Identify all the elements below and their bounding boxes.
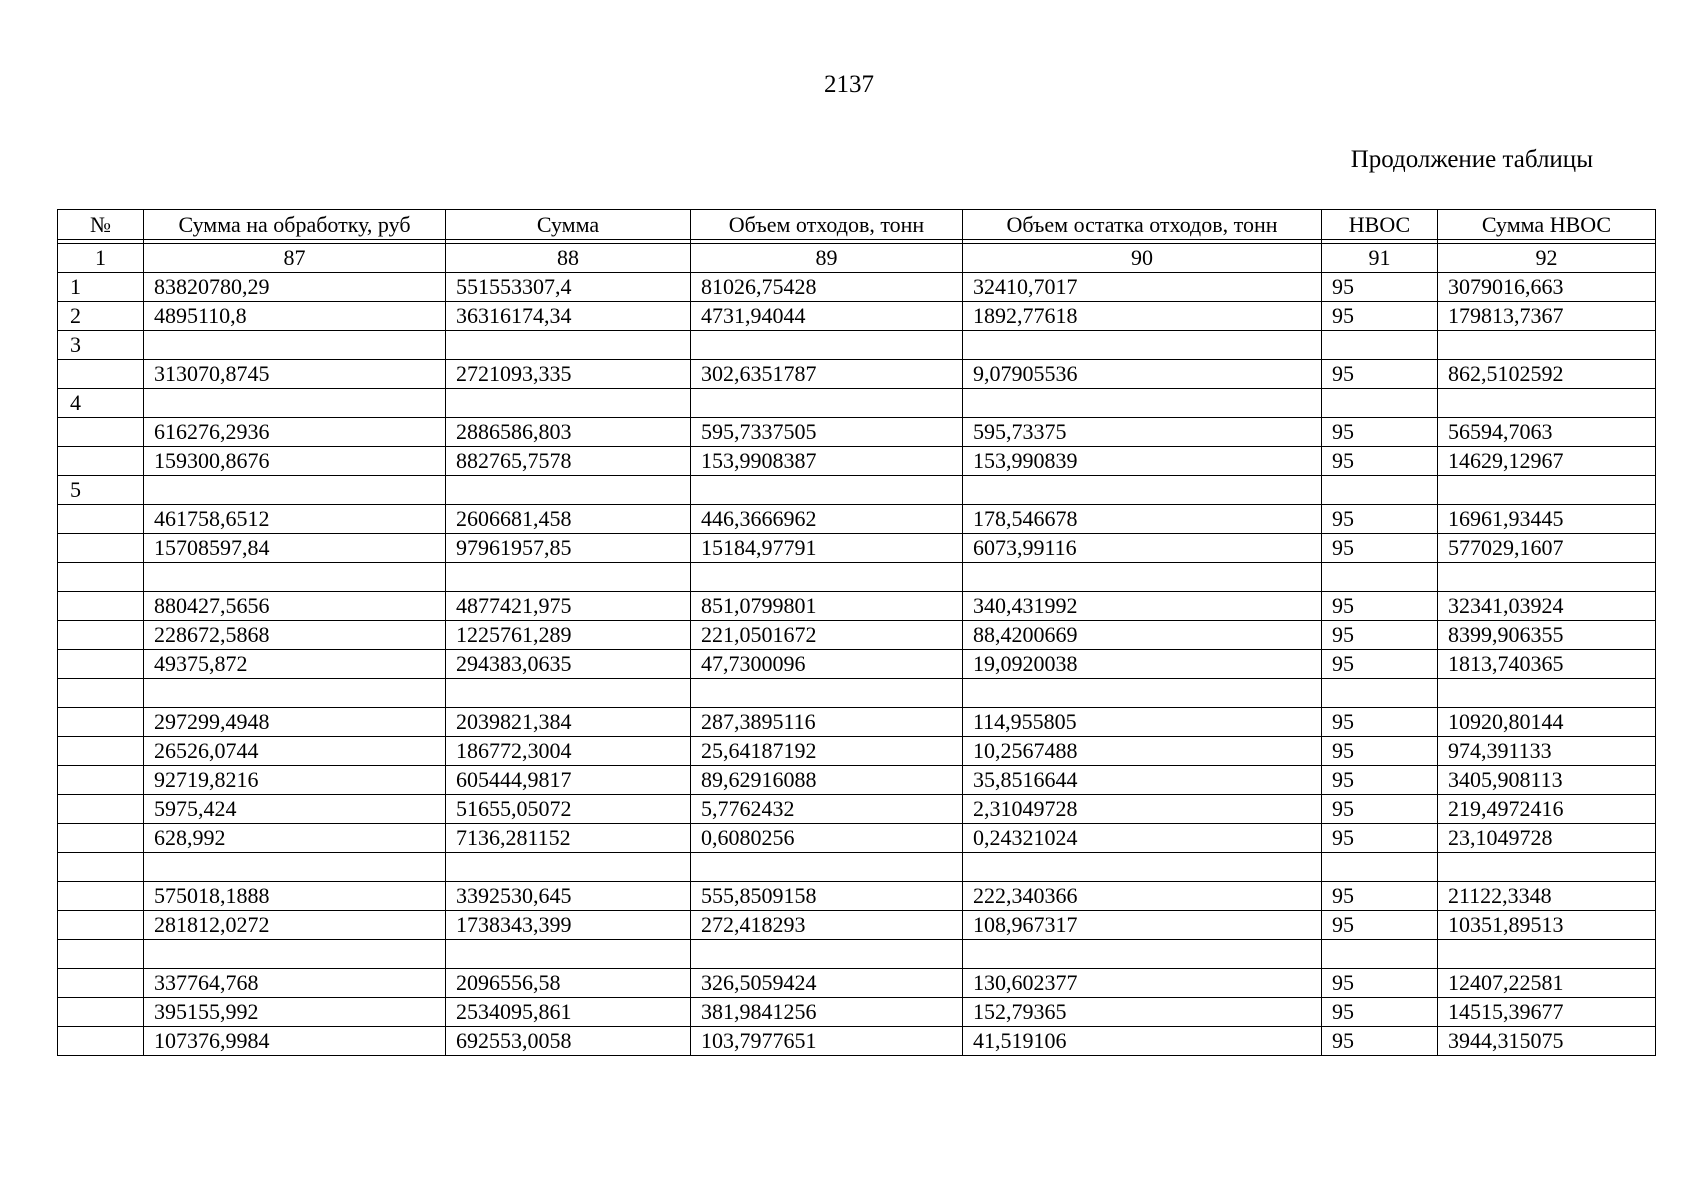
processing-sum-cell: 313070,8745 bbox=[144, 360, 446, 389]
table-row bbox=[58, 563, 1656, 592]
header-row bbox=[58, 210, 1656, 240]
header-processing-sum: Сумма на обработку, руб bbox=[144, 210, 446, 240]
row-number-cell bbox=[58, 592, 144, 621]
processing-sum-cell: 92719,8216 bbox=[144, 766, 446, 795]
table-row bbox=[58, 476, 1656, 505]
table-row bbox=[58, 940, 1656, 969]
page-number: 2137 bbox=[824, 71, 874, 98]
nvos-sum-cell: 862,5102592 bbox=[1438, 360, 1656, 389]
row-number-cell bbox=[58, 418, 144, 447]
column-number: 89 bbox=[691, 244, 963, 273]
processing-sum-cell: 575018,1888 bbox=[144, 882, 446, 911]
waste-volume-cell: 153,9908387 bbox=[691, 447, 963, 476]
nvos-sum-cell: 56594,7063 bbox=[1438, 418, 1656, 447]
table-row bbox=[58, 766, 1656, 795]
waste-volume-cell: 47,7300096 bbox=[691, 650, 963, 679]
row-number-cell bbox=[58, 360, 144, 389]
column-number: 91 bbox=[1322, 244, 1438, 273]
nvos-cell: 95 bbox=[1322, 766, 1438, 795]
row-number-cell bbox=[58, 998, 144, 1027]
waste-volume-cell: 302,6351787 bbox=[691, 360, 963, 389]
header-waste-volume: Объем отходов, тонн bbox=[691, 210, 963, 240]
nvos-cell: 95 bbox=[1322, 505, 1438, 534]
table-row bbox=[58, 882, 1656, 911]
waste-volume-cell: 89,62916088 bbox=[691, 766, 963, 795]
nvos-sum-cell: 16961,93445 bbox=[1438, 505, 1656, 534]
sum-cell: 51655,05072 bbox=[446, 795, 691, 824]
row-number-cell bbox=[58, 824, 144, 853]
waste-remainder-cell: 35,8516644 bbox=[963, 766, 1322, 795]
column-number: 1 bbox=[58, 244, 144, 273]
row-number-cell bbox=[58, 882, 144, 911]
nvos-sum-cell bbox=[1438, 331, 1656, 360]
waste-remainder-cell: 130,602377 bbox=[963, 969, 1322, 998]
sum-cell: 2886586,803 bbox=[446, 418, 691, 447]
row-number-cell bbox=[58, 1027, 144, 1056]
processing-sum-cell: 5975,424 bbox=[144, 795, 446, 824]
data-table-container bbox=[57, 209, 1655, 1056]
nvos-cell: 95 bbox=[1322, 592, 1438, 621]
sum-cell bbox=[446, 679, 691, 708]
nvos-cell bbox=[1322, 331, 1438, 360]
column-number: 88 bbox=[446, 244, 691, 273]
nvos-cell bbox=[1322, 940, 1438, 969]
waste-remainder-cell: 108,967317 bbox=[963, 911, 1322, 940]
table-row bbox=[58, 389, 1656, 418]
nvos-cell: 95 bbox=[1322, 969, 1438, 998]
waste-remainder-cell: 41,519106 bbox=[963, 1027, 1322, 1056]
processing-sum-cell: 49375,872 bbox=[144, 650, 446, 679]
waste-remainder-cell: 32410,7017 bbox=[963, 273, 1322, 302]
nvos-cell: 95 bbox=[1322, 737, 1438, 766]
waste-remainder-cell: 152,79365 bbox=[963, 998, 1322, 1027]
waste-remainder-cell: 153,990839 bbox=[963, 447, 1322, 476]
nvos-cell: 95 bbox=[1322, 621, 1438, 650]
table-row bbox=[58, 795, 1656, 824]
sum-cell: 2721093,335 bbox=[446, 360, 691, 389]
waste-remainder-cell: 88,4200669 bbox=[963, 621, 1322, 650]
sum-cell: 551553307,4 bbox=[446, 273, 691, 302]
column-number: 90 bbox=[963, 244, 1322, 273]
nvos-cell bbox=[1322, 389, 1438, 418]
sum-cell bbox=[446, 476, 691, 505]
table-row bbox=[58, 331, 1656, 360]
row-number-cell: 4 bbox=[58, 389, 144, 418]
sum-cell: 2039821,384 bbox=[446, 708, 691, 737]
nvos-sum-cell bbox=[1438, 389, 1656, 418]
sum-cell: 1738343,399 bbox=[446, 911, 691, 940]
nvos-cell: 95 bbox=[1322, 418, 1438, 447]
sum-cell: 605444,9817 bbox=[446, 766, 691, 795]
waste-remainder-cell bbox=[963, 940, 1322, 969]
waste-volume-cell bbox=[691, 563, 963, 592]
nvos-cell bbox=[1322, 679, 1438, 708]
sum-cell: 186772,3004 bbox=[446, 737, 691, 766]
row-number-cell bbox=[58, 534, 144, 563]
sum-cell: 294383,0635 bbox=[446, 650, 691, 679]
waste-volume-cell bbox=[691, 853, 963, 882]
sum-cell: 3392530,645 bbox=[446, 882, 691, 911]
waste-volume-cell: 446,3666962 bbox=[691, 505, 963, 534]
processing-sum-cell bbox=[144, 940, 446, 969]
sum-cell: 692553,0058 bbox=[446, 1027, 691, 1056]
nvos-cell: 95 bbox=[1322, 273, 1438, 302]
waste-volume-cell bbox=[691, 331, 963, 360]
waste-volume-cell: 851,0799801 bbox=[691, 592, 963, 621]
table-row bbox=[58, 853, 1656, 882]
processing-sum-cell: 107376,9984 bbox=[144, 1027, 446, 1056]
row-number-cell bbox=[58, 708, 144, 737]
header-nvos-sum: Сумма НВОС bbox=[1438, 210, 1656, 240]
nvos-sum-cell: 14629,12967 bbox=[1438, 447, 1656, 476]
table-row bbox=[58, 302, 1656, 331]
row-number-cell bbox=[58, 505, 144, 534]
nvos-cell: 95 bbox=[1322, 882, 1438, 911]
table-row bbox=[58, 679, 1656, 708]
nvos-sum-cell: 21122,3348 bbox=[1438, 882, 1656, 911]
waste-volume-cell: 326,5059424 bbox=[691, 969, 963, 998]
processing-sum-cell: 281812,0272 bbox=[144, 911, 446, 940]
nvos-sum-cell: 1813,740365 bbox=[1438, 650, 1656, 679]
processing-sum-cell: 15708597,84 bbox=[144, 534, 446, 563]
sum-cell: 4877421,975 bbox=[446, 592, 691, 621]
waste-volume-cell bbox=[691, 679, 963, 708]
table-row bbox=[58, 447, 1656, 476]
processing-sum-cell: 159300,8676 bbox=[144, 447, 446, 476]
nvos-sum-cell: 179813,7367 bbox=[1438, 302, 1656, 331]
data-table bbox=[57, 209, 1656, 1056]
nvos-cell: 95 bbox=[1322, 1027, 1438, 1056]
waste-remainder-cell: 222,340366 bbox=[963, 882, 1322, 911]
processing-sum-cell: 395155,992 bbox=[144, 998, 446, 1027]
waste-volume-cell bbox=[691, 389, 963, 418]
nvos-cell: 95 bbox=[1322, 447, 1438, 476]
waste-remainder-cell: 19,0920038 bbox=[963, 650, 1322, 679]
waste-remainder-cell: 6073,99116 bbox=[963, 534, 1322, 563]
processing-sum-cell bbox=[144, 679, 446, 708]
waste-volume-cell: 103,7977651 bbox=[691, 1027, 963, 1056]
nvos-sum-cell: 12407,22581 bbox=[1438, 969, 1656, 998]
table-row bbox=[58, 505, 1656, 534]
nvos-cell: 95 bbox=[1322, 911, 1438, 940]
processing-sum-cell: 461758,6512 bbox=[144, 505, 446, 534]
sum-cell: 97961957,85 bbox=[446, 534, 691, 563]
waste-remainder-cell: 1892,77618 bbox=[963, 302, 1322, 331]
row-number-cell: 3 bbox=[58, 331, 144, 360]
processing-sum-cell bbox=[144, 331, 446, 360]
row-number-cell bbox=[58, 621, 144, 650]
row-number-cell bbox=[58, 679, 144, 708]
waste-volume-cell: 381,9841256 bbox=[691, 998, 963, 1027]
nvos-sum-cell bbox=[1438, 940, 1656, 969]
sum-cell bbox=[446, 940, 691, 969]
processing-sum-cell: 4895110,8 bbox=[144, 302, 446, 331]
waste-volume-cell: 595,7337505 bbox=[691, 418, 963, 447]
nvos-sum-cell: 10920,80144 bbox=[1438, 708, 1656, 737]
nvos-sum-cell: 3944,315075 bbox=[1438, 1027, 1656, 1056]
processing-sum-cell bbox=[144, 476, 446, 505]
waste-volume-cell bbox=[691, 940, 963, 969]
processing-sum-cell: 880427,5656 bbox=[144, 592, 446, 621]
nvos-sum-cell: 577029,1607 bbox=[1438, 534, 1656, 563]
header-sum: Сумма bbox=[446, 210, 691, 240]
nvos-cell: 95 bbox=[1322, 650, 1438, 679]
table-row bbox=[58, 969, 1656, 998]
row-number-cell bbox=[58, 447, 144, 476]
nvos-cell: 95 bbox=[1322, 302, 1438, 331]
column-number: 87 bbox=[144, 244, 446, 273]
nvos-cell bbox=[1322, 476, 1438, 505]
table-row bbox=[58, 592, 1656, 621]
waste-volume-cell: 25,64187192 bbox=[691, 737, 963, 766]
table-row bbox=[58, 911, 1656, 940]
processing-sum-cell bbox=[144, 853, 446, 882]
nvos-sum-cell: 23,1049728 bbox=[1438, 824, 1656, 853]
header-nvos: НВОС bbox=[1322, 210, 1438, 240]
row-number-cell bbox=[58, 737, 144, 766]
table-row bbox=[58, 360, 1656, 389]
table-row bbox=[58, 708, 1656, 737]
processing-sum-cell: 337764,768 bbox=[144, 969, 446, 998]
waste-remainder-cell bbox=[963, 389, 1322, 418]
column-number-row bbox=[58, 244, 1656, 273]
processing-sum-cell bbox=[144, 563, 446, 592]
column-number: 92 bbox=[1438, 244, 1656, 273]
sum-cell: 36316174,34 bbox=[446, 302, 691, 331]
header-number: № bbox=[58, 210, 144, 240]
nvos-sum-cell: 8399,906355 bbox=[1438, 621, 1656, 650]
waste-remainder-cell bbox=[963, 853, 1322, 882]
table-row bbox=[58, 273, 1656, 302]
table-row bbox=[58, 824, 1656, 853]
waste-remainder-cell bbox=[963, 331, 1322, 360]
row-number-cell bbox=[58, 853, 144, 882]
row-number-cell: 2 bbox=[58, 302, 144, 331]
waste-volume-cell: 0,6080256 bbox=[691, 824, 963, 853]
waste-remainder-cell: 595,73375 bbox=[963, 418, 1322, 447]
row-number-cell bbox=[58, 911, 144, 940]
row-number-cell bbox=[58, 969, 144, 998]
waste-volume-cell: 555,8509158 bbox=[691, 882, 963, 911]
nvos-sum-cell: 3079016,663 bbox=[1438, 273, 1656, 302]
waste-remainder-cell: 9,07905536 bbox=[963, 360, 1322, 389]
processing-sum-cell: 616276,2936 bbox=[144, 418, 446, 447]
table-row bbox=[58, 621, 1656, 650]
nvos-sum-cell: 974,391133 bbox=[1438, 737, 1656, 766]
waste-remainder-cell: 2,31049728 bbox=[963, 795, 1322, 824]
sum-cell: 2534095,861 bbox=[446, 998, 691, 1027]
table-row bbox=[58, 418, 1656, 447]
waste-volume-cell bbox=[691, 476, 963, 505]
nvos-cell: 95 bbox=[1322, 824, 1438, 853]
nvos-cell: 95 bbox=[1322, 795, 1438, 824]
row-number-cell bbox=[58, 563, 144, 592]
processing-sum-cell: 628,992 bbox=[144, 824, 446, 853]
waste-remainder-cell: 340,431992 bbox=[963, 592, 1322, 621]
nvos-cell: 95 bbox=[1322, 534, 1438, 563]
sum-cell: 882765,7578 bbox=[446, 447, 691, 476]
nvos-cell bbox=[1322, 563, 1438, 592]
processing-sum-cell bbox=[144, 389, 446, 418]
waste-volume-cell: 4731,94044 bbox=[691, 302, 963, 331]
waste-volume-cell: 272,418293 bbox=[691, 911, 963, 940]
waste-remainder-cell bbox=[963, 476, 1322, 505]
row-number-cell: 1 bbox=[58, 273, 144, 302]
sum-cell: 1225761,289 bbox=[446, 621, 691, 650]
row-number-cell bbox=[58, 766, 144, 795]
nvos-sum-cell: 14515,39677 bbox=[1438, 998, 1656, 1027]
waste-remainder-cell: 114,955805 bbox=[963, 708, 1322, 737]
waste-volume-cell: 15184,97791 bbox=[691, 534, 963, 563]
nvos-cell bbox=[1322, 853, 1438, 882]
nvos-sum-cell: 10351,89513 bbox=[1438, 911, 1656, 940]
nvos-sum-cell bbox=[1438, 476, 1656, 505]
sum-cell bbox=[446, 853, 691, 882]
waste-remainder-cell: 10,2567488 bbox=[963, 737, 1322, 766]
waste-volume-cell: 5,7762432 bbox=[691, 795, 963, 824]
nvos-cell: 95 bbox=[1322, 998, 1438, 1027]
nvos-sum-cell bbox=[1438, 853, 1656, 882]
processing-sum-cell: 297299,4948 bbox=[144, 708, 446, 737]
nvos-sum-cell bbox=[1438, 563, 1656, 592]
header-waste-remainder: Объем остатка отходов, тонн bbox=[963, 210, 1322, 240]
table-row bbox=[58, 737, 1656, 766]
continuation-label: Продолжение таблицы bbox=[1350, 146, 1593, 173]
processing-sum-cell: 228672,5868 bbox=[144, 621, 446, 650]
row-number-cell bbox=[58, 795, 144, 824]
waste-volume-cell: 81026,75428 bbox=[691, 273, 963, 302]
processing-sum-cell: 26526,0744 bbox=[144, 737, 446, 766]
waste-remainder-cell: 178,546678 bbox=[963, 505, 1322, 534]
table-row bbox=[58, 650, 1656, 679]
table-row bbox=[58, 534, 1656, 563]
sum-cell bbox=[446, 563, 691, 592]
sum-cell bbox=[446, 331, 691, 360]
waste-volume-cell: 287,3895116 bbox=[691, 708, 963, 737]
waste-remainder-cell bbox=[963, 679, 1322, 708]
nvos-cell: 95 bbox=[1322, 708, 1438, 737]
nvos-sum-cell bbox=[1438, 679, 1656, 708]
nvos-sum-cell: 32341,03924 bbox=[1438, 592, 1656, 621]
waste-remainder-cell bbox=[963, 563, 1322, 592]
sum-cell: 2096556,58 bbox=[446, 969, 691, 998]
sum-cell: 7136,281152 bbox=[446, 824, 691, 853]
nvos-cell: 95 bbox=[1322, 360, 1438, 389]
row-number-cell: 5 bbox=[58, 476, 144, 505]
table-row bbox=[58, 1027, 1656, 1056]
nvos-sum-cell: 3405,908113 bbox=[1438, 766, 1656, 795]
waste-volume-cell: 221,0501672 bbox=[691, 621, 963, 650]
sum-cell bbox=[446, 389, 691, 418]
table-row bbox=[58, 998, 1656, 1027]
nvos-sum-cell: 219,4972416 bbox=[1438, 795, 1656, 824]
sum-cell: 2606681,458 bbox=[446, 505, 691, 534]
processing-sum-cell: 83820780,29 bbox=[144, 273, 446, 302]
waste-remainder-cell: 0,24321024 bbox=[963, 824, 1322, 853]
row-number-cell bbox=[58, 650, 144, 679]
row-number-cell bbox=[58, 940, 144, 969]
